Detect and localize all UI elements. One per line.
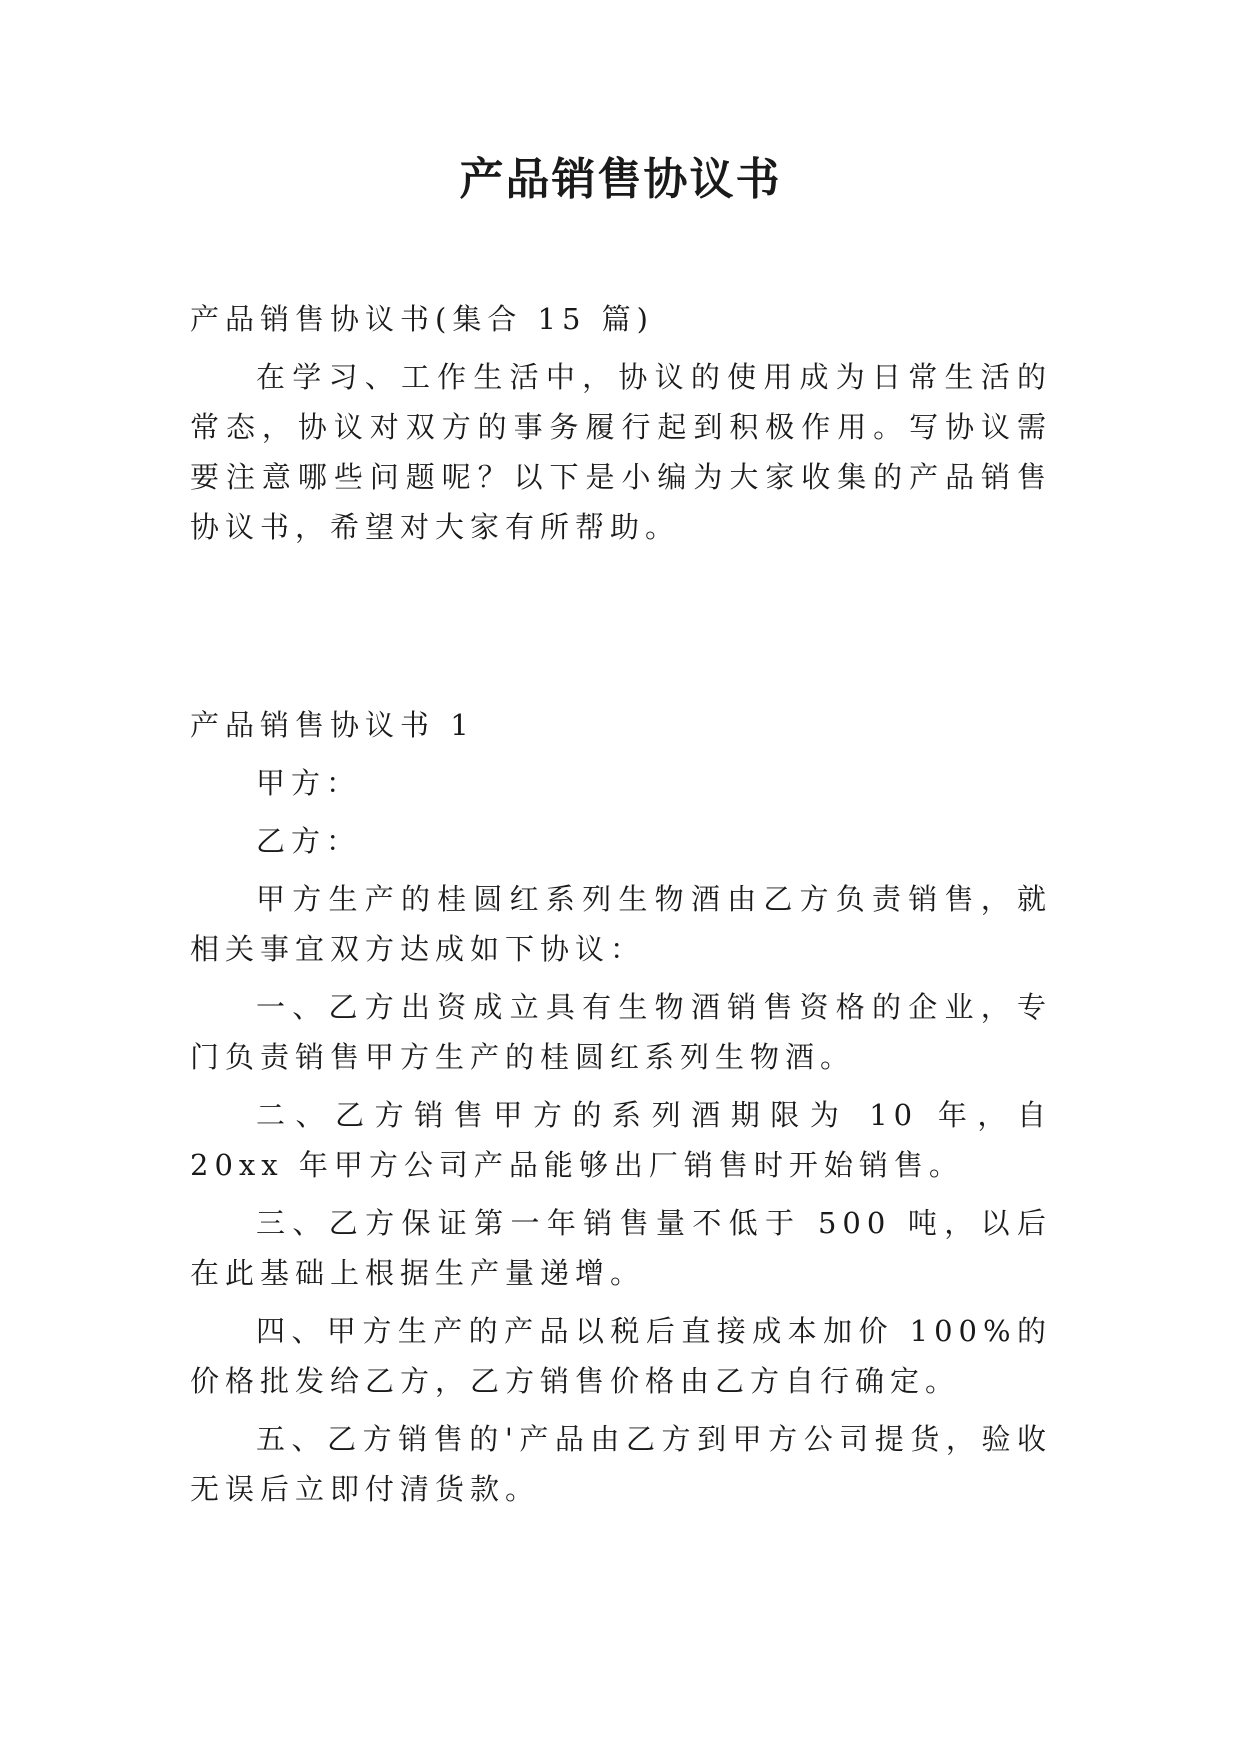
section-1	[190, 700, 1052, 1514]
clause-4: 四、甲方生产的产品以税后直接成本加价 100%的价格批发给乙方，乙方销售价格由乙方自行确定。	[190, 1314, 1052, 1398]
clause-3: 三、乙方保证第一年销售量不低于 500 吨，以后在此基础上根据生产量递增。	[190, 1206, 1052, 1290]
clause-2: 二、乙方销售甲方的系列酒期限为 10 年，自 20xx 年甲方公司产品能够出厂销售时开始销售。	[190, 1098, 1052, 1182]
clause-5: 五、乙方销售的'产品由乙方到甲方公司提货，验收无误后立即付清货款。	[190, 1422, 1052, 1506]
party-b-line: 乙方：	[256, 824, 362, 858]
clause-1: 一、乙方出资成立具有生物酒销售资格的企业，专门负责销售甲方生产的桂圆红系列生物酒。	[190, 990, 1052, 1074]
body-paragraph: 甲方生产的桂圆红系列生物酒由乙方负责销售，就相关事宜双方达成如下协议：	[190, 882, 1052, 966]
party-a-line: 甲方：	[256, 766, 362, 800]
intro-paragraph: 在学习、工作生活中，协议的使用成为日常生活的常态，协议对双方的事务履行起到积极作用。写协议需要注意哪些问题呢？以下是小编为大家收集的产品销售协议书，希望对大家有所帮助。	[190, 360, 1052, 544]
section-heading: 产品销售协议书 1	[190, 708, 475, 742]
document-subtitle: 产品销售协议书(集合 15 篇)	[190, 302, 654, 336]
intro-block	[190, 294, 1052, 552]
document-title: 产品销售协议书	[459, 154, 782, 205]
